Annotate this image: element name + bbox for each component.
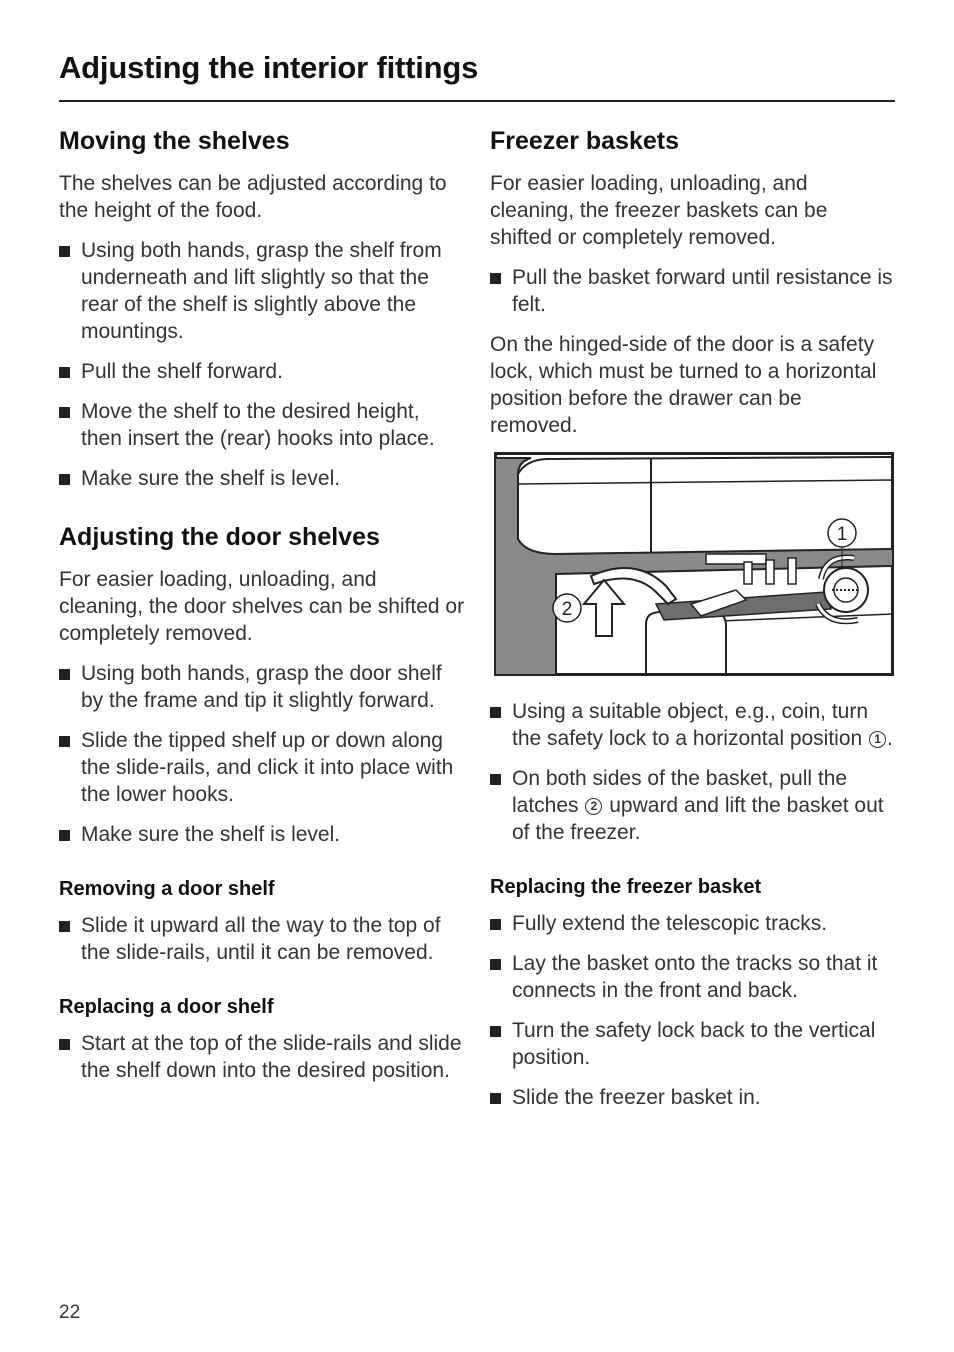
list-item: Using both hands, grasp the door shelf by the frame and tip it slightly forward. [59,660,465,714]
list-item: Using a suitable object, e.g., coin, turn the safety lock to a horizontal position 1 . [490,698,895,752]
list-item: Fully extend the telescopic tracks. [490,910,895,937]
heading-removing-door-shelf: Removing a door shelf [59,878,275,900]
vent-rib [766,560,774,584]
list-item: Pull the basket forward until resistance is felt. [490,264,895,318]
heading-door-shelves: Adjusting the door shelves [59,523,380,551]
heading-freezer-baskets: Freezer baskets [490,127,680,155]
heading-moving-shelves: Moving the shelves [59,127,290,155]
door-steps [59,660,465,848]
replacing-steps [59,1030,465,1084]
list-item: Move the shelf to the desired height, then insert the (rear) hooks into place. [59,398,465,452]
callout-1-marker: 1 [869,731,886,748]
list-item: Using both hands, grasp the shelf from underneath and lift slightly so that the rear of the shelf is slightly above the mountings. [59,237,465,345]
list-item: Slide the tipped shelf up or down along the slide-rails, and click it into place with the lower hooks. [59,727,465,808]
bullet-square-icon [490,273,501,284]
door-intro: For easier loading, unloading, and cleaning, the door shelves can be shifted or completely removed. [59,568,465,645]
bullet-square-icon [59,407,70,418]
page-title: Adjusting the interior fittings [59,50,479,85]
list-item: Make sure the shelf is level. [59,821,465,848]
bullet-square-icon [59,669,70,680]
callout-2-marker: 2 [585,798,602,815]
callout-1-label: 1 [836,524,848,545]
baskets-step-pull [490,264,895,318]
vent-rib [744,562,752,584]
title-rule [59,100,895,102]
list-item: Make sure the shelf is level. [59,465,465,492]
bullet-square-icon [59,830,70,841]
left-column [59,124,465,1097]
bullet-square-icon [490,959,501,970]
vent-slot [706,554,766,564]
list-item: Pull the shelf forward. [59,358,465,385]
moving-steps [59,237,465,492]
list-item: Slide the freezer basket in. [490,1084,895,1111]
list-item: Lay the basket onto the tracks so that it connects in the front and back. [490,950,895,1004]
bullet-square-icon [490,1026,501,1037]
removing-steps [59,912,465,966]
bullet-square-icon [490,1093,501,1104]
replacing-basket-steps [490,910,895,1111]
bullet-square-icon [490,774,501,785]
bullet-square-icon [59,921,70,932]
bullet-square-icon [59,1039,70,1050]
list-item: On both sides of the basket, pull the latches 2 upward and lift the basket out of the freezer. [490,765,895,846]
vent-rib [788,558,796,584]
freezer-basket-illustration [494,452,894,676]
heading-replacing-door-shelf: Replacing a door shelf [59,996,274,1018]
illustration-svg [496,454,892,674]
safety-lock-text: On the hinged-side of the door is a safety lock, which must be turned to a horizontal position before the drawer can be removed. [490,333,877,437]
bullet-square-icon [59,367,70,378]
baskets-steps-remove [490,698,895,846]
bullet-square-icon [490,919,501,930]
list-item: Turn the safety lock back to the vertical position. [490,1017,895,1071]
list-item: Start at the top of the slide-rails and slide the shelf down into the desired position. [59,1030,465,1084]
callout-2-label: 2 [561,599,573,620]
page-number: 22 [59,1302,81,1323]
moving-intro: The shelves can be adjusted according to the height of the food. [59,172,447,222]
list-item: Slide it upward all the way to the top of the slide-rails, until it can be removed. [59,912,465,966]
bullet-square-icon [490,707,501,718]
bullet-square-icon [59,736,70,747]
basket-front [646,612,726,674]
right-column [490,124,895,1124]
baskets-intro: For easier loading, unloading, and cleaning, the freezer baskets can be shifted or completely removed. [490,172,828,249]
bullet-square-icon [59,246,70,257]
heading-replacing-freezer-basket: Replacing the freezer basket [490,876,762,898]
bullet-square-icon [59,474,70,485]
